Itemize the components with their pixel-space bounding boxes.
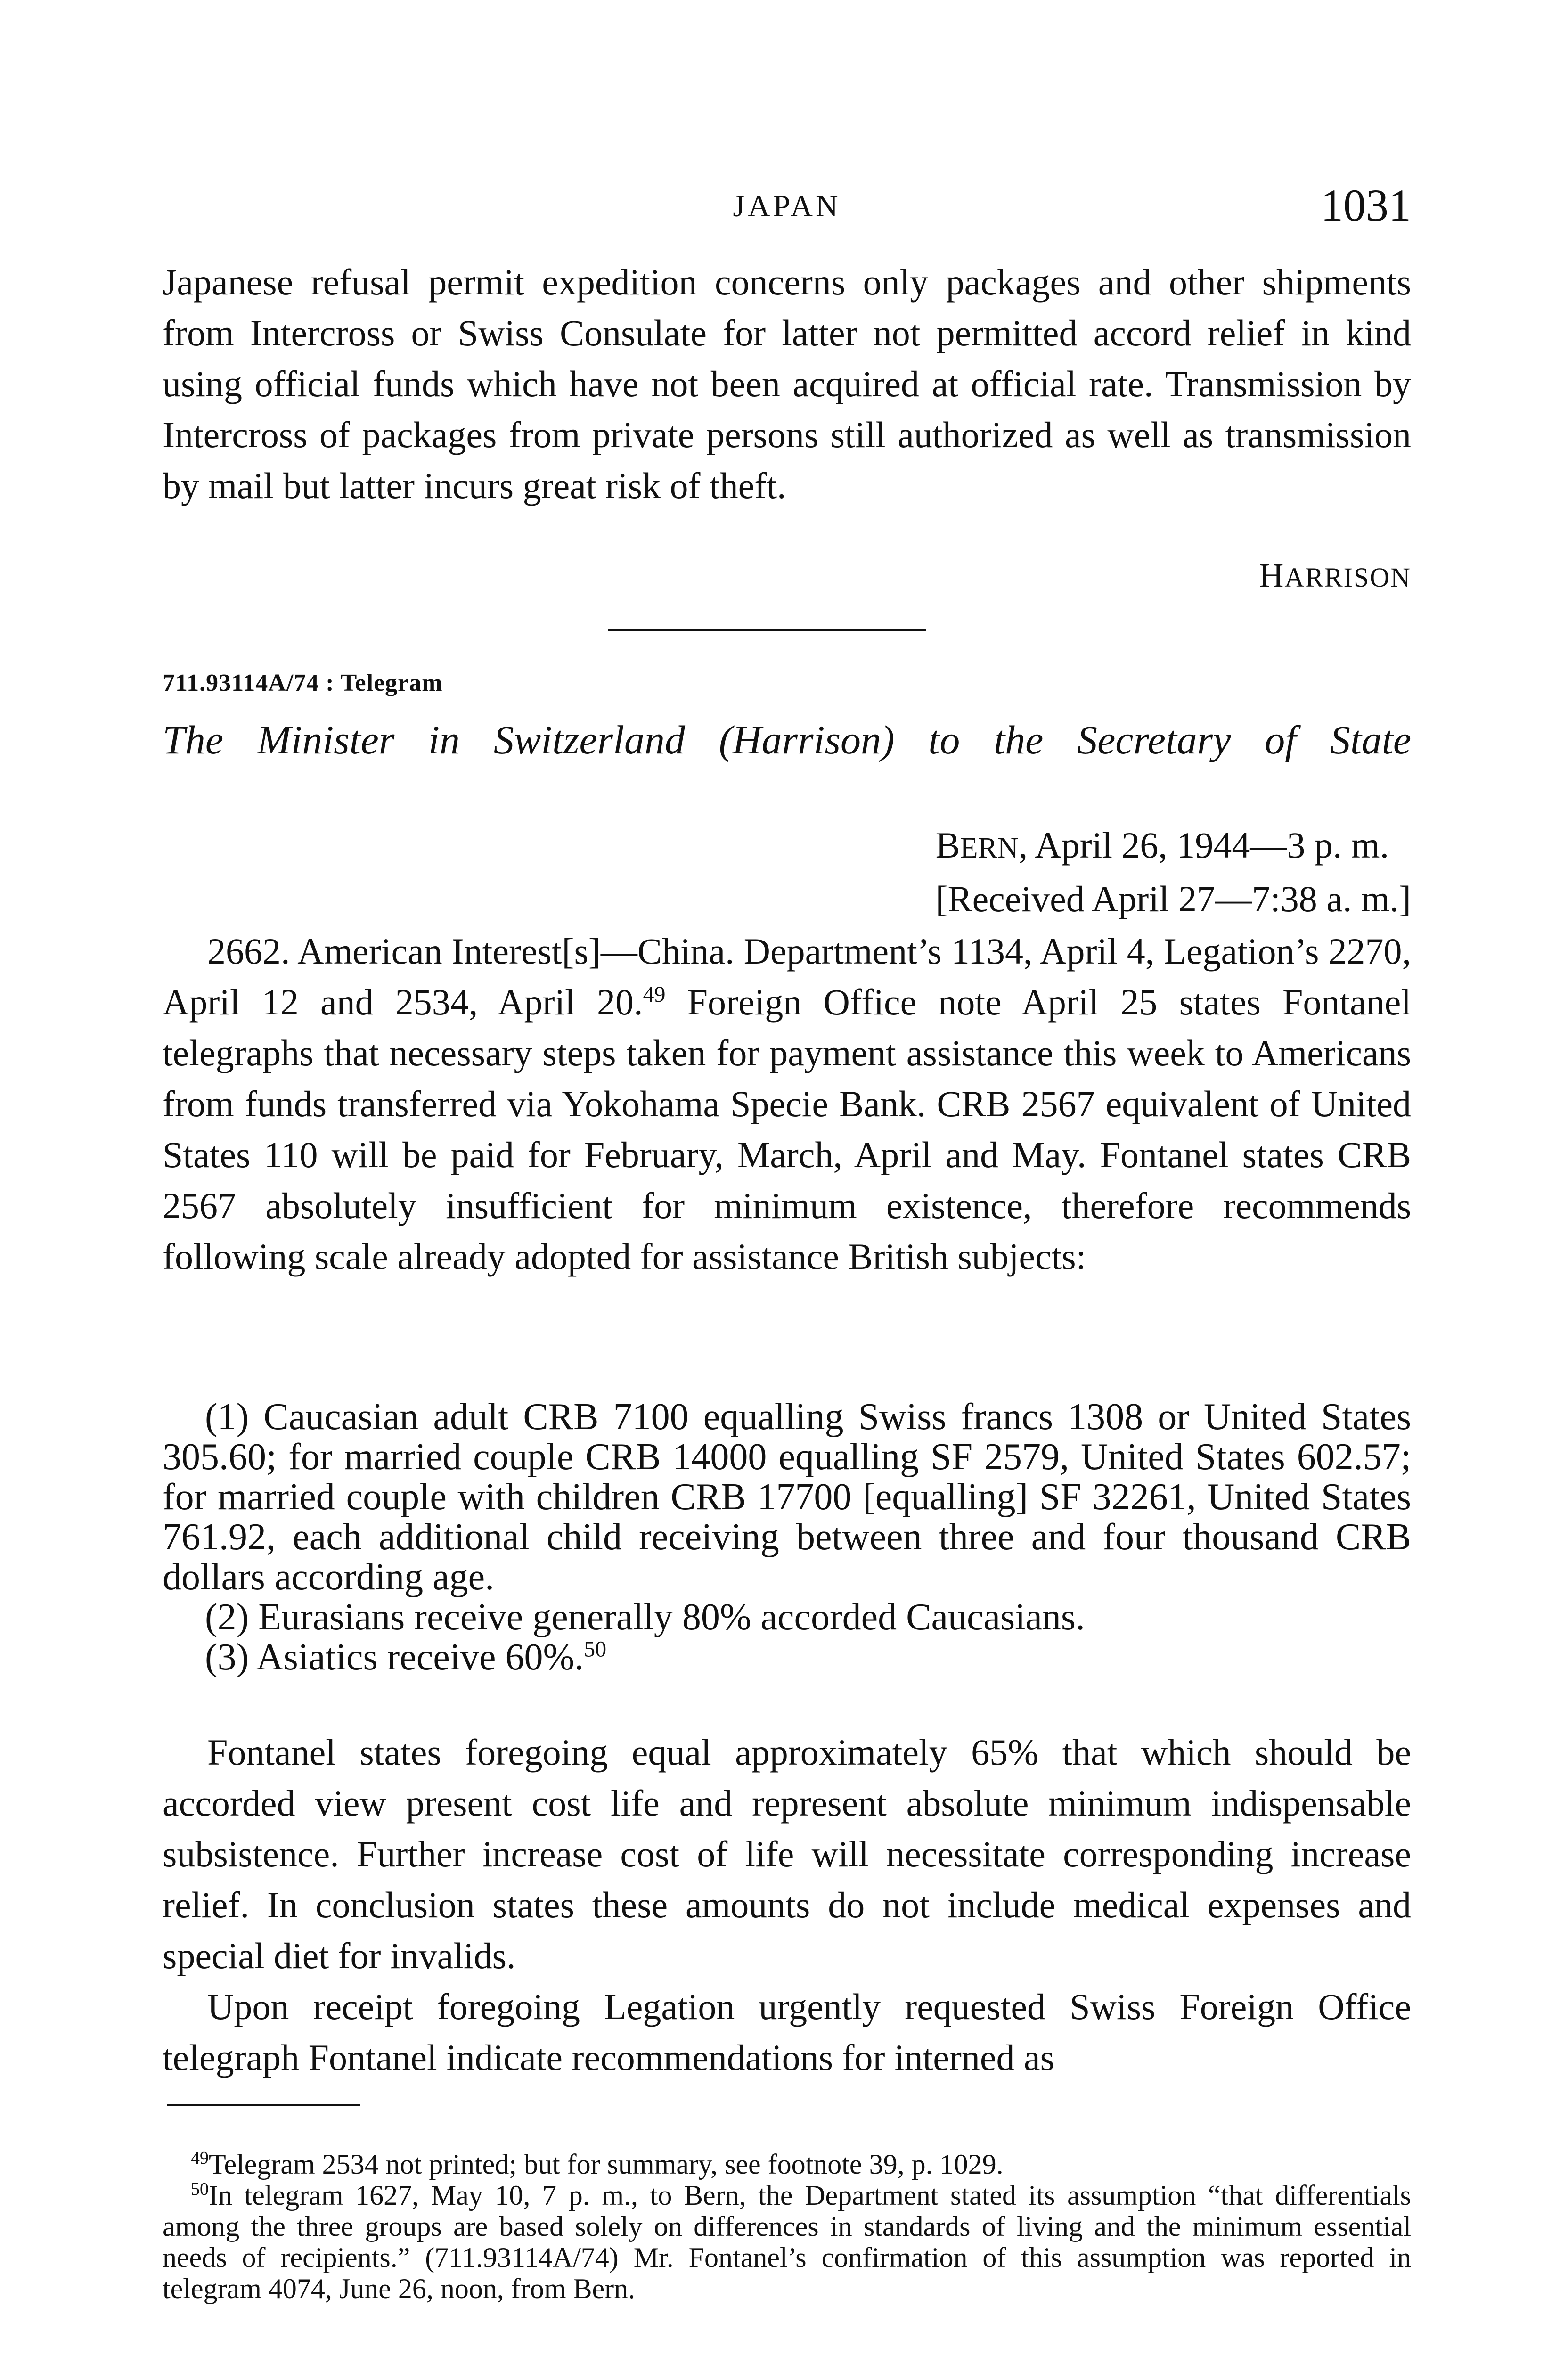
footnote-50-text: In telegram 1627, May 10, 7 p. m., to Bern, the Department stated its assumption “that differentials among the three groups are based solely on differences in standards of living and the minimum essential needs of recipients.” (711.93114A/74) Mr. Fontanel’s confirmation of this assumption was reported in telegram 4074, June 26, noon, from Bern. <box>163 2180 1411 2304</box>
dateline <box>936 820 1411 924</box>
footnote-49 <box>163 2149 1411 2180</box>
footnotes <box>163 2149 1411 2304</box>
footnote-50-mark: 50 <box>191 2179 209 2199</box>
paragraph-telegram-continuation: Japanese refusal permit expedition concerns only packages and other shipments from Intercross or Swiss Consulate for latter not permitted accord relief in kind using official funds which have not been acquired at official rate. Transmission by Intercross of packages from private persons still authorized as well as transmission by mail but latter incurs great risk of theft. <box>163 262 1411 506</box>
running-title: JAPAN <box>733 189 841 223</box>
footnote-49-mark: 49 <box>191 2148 209 2168</box>
assistance-scale-list <box>163 1397 1411 1677</box>
footnote-50 <box>163 2180 1411 2304</box>
paragraph-main-rest: Foreign Office note April 25 states Fontanel telegraphs that necessary steps taken for payment assistance this week to Americans from funds transferred via Yokohama Specie Bank. CRB 2567 equivalent of United States 110 will be paid for February, March, April and May. Fontanel states CRB 2567 absolutely insufficient for minimum existence, therefore recommends following scale already adopted for assistance British subjects: <box>163 982 1412 1277</box>
footnote-divider <box>167 2104 360 2106</box>
document-page <box>163 0 1411 2356</box>
file-number: 711.93114A/74 : Telegram <box>163 670 443 696</box>
paragraph-upon-receipt: Upon receipt foregoing Legation urgently requested Swiss Foreign Office telegraph Fontanel indicate recommendations for interned as <box>163 1986 1411 2078</box>
section-divider <box>608 629 926 631</box>
paragraph-main-start: 2662. American Interest[s]—China. Department’s 1134, April 4, Legation’s 2270, April 12 and 2534, April 20. <box>163 931 1411 1023</box>
footnote-ref-49: 49 <box>643 982 666 1007</box>
scale-item-3-text: (3) Asiatics receive 60%. <box>205 1636 584 1678</box>
place-rest: ERN <box>960 832 1019 864</box>
signature-rest: ARRISON <box>1284 562 1411 593</box>
running-head <box>163 179 1411 231</box>
scale-item-2: (2) Eurasians receive generally 80% accorded Caucasians. <box>205 1596 1086 1638</box>
scale-item-3 <box>163 1637 1411 1677</box>
place-initial: B <box>935 825 960 866</box>
paragraph-main <box>163 926 1411 1282</box>
date-received: [Received April 27—7:38 a. m.] <box>935 878 1411 919</box>
page-number: 1031 <box>1321 180 1411 230</box>
signature-initial: H <box>1259 556 1285 594</box>
scale-item-1: (1) Caucasian adult CRB 7100 equalling Swiss francs 1308 or United States 305.60; for married couple CRB 14000 equalling SF 2579, United States 602.57; for married couple with children CRB 17700 [equalling] SF 32261, United States 761.92, each additional child receiving between three and four thousand CRB dollars according age. <box>163 1396 1411 1598</box>
footnote-49-text: Telegram 2534 not printed; but for summary, see footnote 39, p. 1029. <box>209 2149 1004 2180</box>
date-sent-text: , April 26, 1944—3 p. m. <box>1018 825 1389 866</box>
signature <box>1259 556 1411 595</box>
footnote-ref-50: 50 <box>584 1636 607 1662</box>
document-heading: The Minister in Switzerland (Harrison) to the Secretary of State <box>163 717 1411 762</box>
paragraph-fontanel-states: Fontanel states foregoing equal approximately 65% that which should be accorded view present cost life and represent absolute minimum indispensable subsistence. Further increase cost of life will necessitate corresponding increase relief. In conclusion states these amounts do not include medical expenses and special diet for invalids. <box>163 1732 1411 1976</box>
date-sent <box>936 820 1411 874</box>
